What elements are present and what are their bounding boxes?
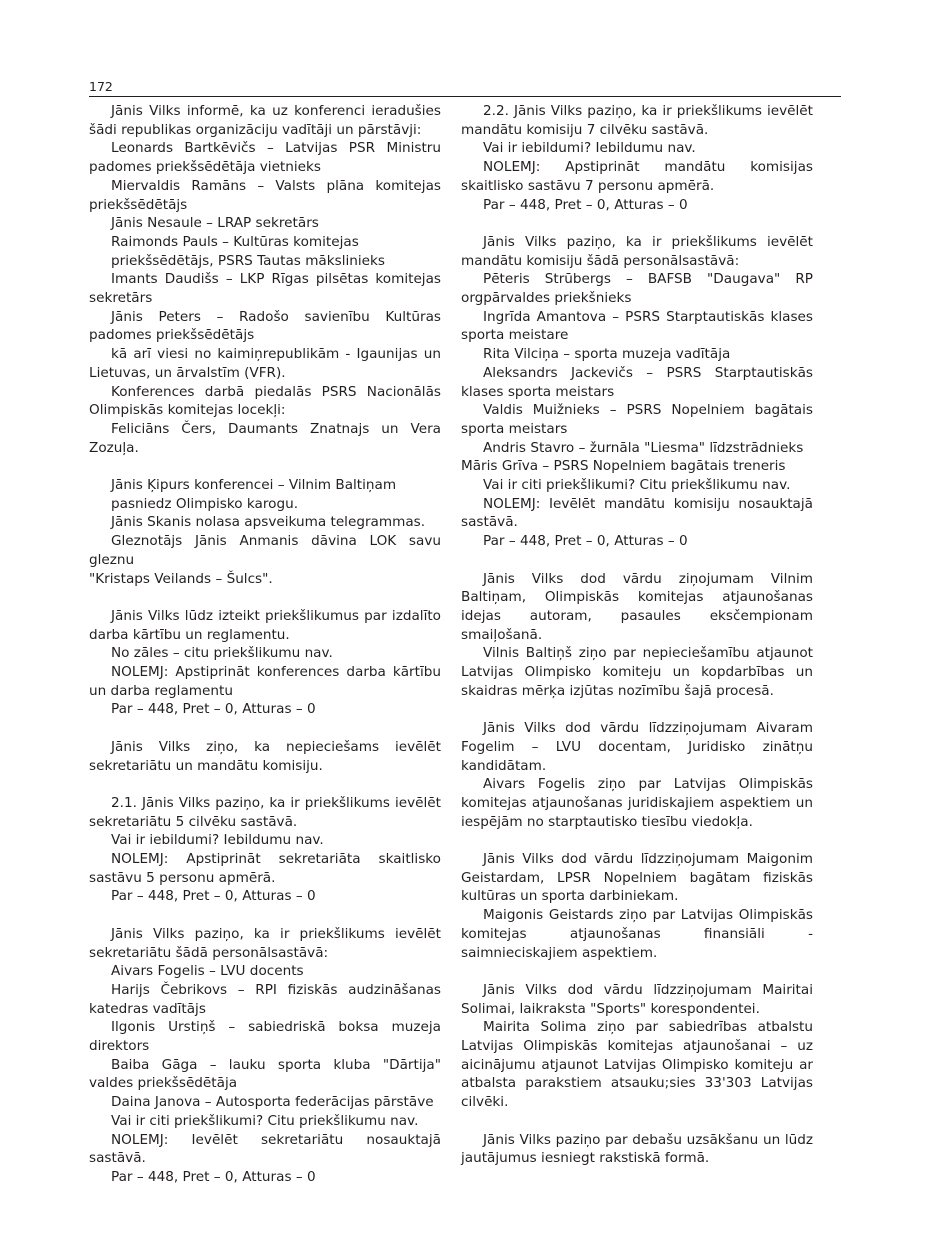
paragraph: Par – 448, Pret – 0, Atturas – 0 xyxy=(111,1169,316,1185)
paragraph: Vai ir iebildumi? Iebildumu nav. xyxy=(111,832,324,849)
paragraph: Ingrīda Amantova – PSRS Starptautiskās klases sporta meistare xyxy=(461,308,813,344)
paragraph: "Kristaps Veilands – Šulcs". xyxy=(89,570,273,587)
paragraph: Par – 448, Pret – 0, Atturas – 0 xyxy=(483,196,688,213)
paragraph: Par – 448, Pret – 0, Atturas – 0 xyxy=(483,533,688,550)
paragraph: Miervaldis Ramāns – Valsts plāna komitejas priekšsēdētājs xyxy=(89,177,441,213)
paragraph: Jānis Peters – Radošo savienību Kultūras padomes priekšsēdētājs xyxy=(89,308,441,344)
paragraph: Jānis Vilks paziņo par debašu uzsākšanu un lūdz jautājumus iesniegt rakstiskā formā. xyxy=(461,1131,813,1167)
paragraph: Vai ir citi priekšlikumi? Citu priekšlikumu nav. xyxy=(483,477,791,494)
paragraph: NOLEMJ: Apstiprināt sekretariāta skaitlisko sastāvu 5 personu apmērā. xyxy=(89,851,441,886)
paragraph: Par – 448, Pret – 0, Atturas – 0 xyxy=(111,888,316,905)
paragraph: 2.1. Jānis Vilks paziņo, ka ir priekšlikums ievēlēt sekretariātu 5 cilvēku sastāvā. xyxy=(89,794,441,830)
paragraph: Maigonis Geistards ziņo par Latvijas Olimpiskās komitejas atjaunošanas finansiāli - saimnieciskajiem aspektiem. xyxy=(461,907,813,961)
paragraph: Andris Stavro – žurnāla "Liesma" līdzstrādnieks xyxy=(483,439,804,456)
paragraph: Jānis Vilks dod vārdu līdzziņojumam Mairitai Solimai, laikraksta "Sports" korespondentei. xyxy=(461,981,813,1017)
header-rule xyxy=(89,96,841,97)
paragraph: Vilnis Baltiņš ziņo par nepieciešamību atjaunot Latvijas Olimpisko komiteju un kopdarbības un skaidras mērķa izjūtas nozīmību šajā procesā. xyxy=(461,645,813,699)
paragraph: Feliciāns Čers, Daumants Znatnajs un Vera Zozuļa. xyxy=(89,420,441,456)
paragraph: Harijs Čebrikovs – RPI fiziskās audzināšanas katedras vadītājs xyxy=(89,981,441,1017)
paragraph: Imants Daudišs – LKP Rīgas pilsētas komitejas sekretārs xyxy=(89,271,441,307)
paragraph: Aivars Fogelis – LVU docents xyxy=(111,963,304,980)
paragraph: Māris Grīva – PSRS Nopelniem bagātais treneris xyxy=(461,458,786,475)
paragraph: Ilgonis Urstiņš – sabiedriskā boksa muzeja direktors xyxy=(89,1019,441,1055)
paragraph: Jānis Skanis nolasa apsveikuma telegrammas. xyxy=(111,514,426,531)
paragraph: priekšsēdētājs, PSRS Tautas mākslinieks xyxy=(111,252,385,269)
paragraph: kā arī viesi no kaimiņrepublikām - Igaunijas un Lietuvas, un ārvalstīm (VFR). xyxy=(89,346,441,381)
paragraph: Jānis Vilks lūdz izteikt priekšlikumus par izdalīto darba kārtību un reglamentu. xyxy=(89,607,441,643)
paragraph: Jānis Vilks paziņo, ka ir priekšlikums ievēlēt sekretariātu šādā personālsastāvā: xyxy=(89,925,441,961)
paragraph: Raimonds Pauls – Kultūras komitejas xyxy=(111,233,359,250)
paragraph: Par – 448, Pret – 0, Atturas – 0 xyxy=(111,701,316,718)
paragraph: Daina Janova – Autosporta federācijas pārstāve xyxy=(111,1094,434,1111)
paragraph: Vai ir citi priekšlikumi? Citu priekšlikumu nav. xyxy=(111,1112,419,1129)
paragraph: Gleznotājs Jānis Anmanis dāvina LOK savu gleznu xyxy=(89,533,441,568)
paragraph: Pēteris Strūbergs – BAFSB "Daugava" RP orgpārvaldes priekšnieks xyxy=(461,271,813,307)
paragraph: No zāles – citu priekšlikumu nav. xyxy=(111,645,333,662)
paragraph: Jānis Nesaule – LRAP sekretārs xyxy=(111,215,319,232)
paragraph: NOLEMJ: Apstiprināt konferences darba kārtību un darba reglamentu xyxy=(89,664,441,699)
paragraph: NOLEMJ: Ievēlēt mandātu komisiju nosauktajā sastāvā. xyxy=(461,495,813,531)
right-column xyxy=(461,102,813,1168)
paragraph: Aivars Fogelis ziņo par Latvijas Olimpiskās komitejas atjaunošanas juridiskajiem aspektiem un iespējām no starptautisko tiesību viedokļa. xyxy=(461,776,813,830)
paragraph: Jānis Vilks dod vārdu līdzziņojumam Aivaram Fogelim – LVU docentam, Juridisko zinātņu kandidātam. xyxy=(461,720,813,774)
left-column xyxy=(89,102,441,1187)
paragraph: Jānis Vilks paziņo, ka ir priekšlikums ievēlēt mandātu komisiju šādā personālsastāvā: xyxy=(461,233,813,269)
paragraph: Rita Vilciņa – sporta muzeja vadītāja xyxy=(483,346,731,363)
paragraph: Vai ir iebildumi? Iebildumu nav. xyxy=(483,140,696,157)
paragraph: pasniedz Olimpisko karogu. xyxy=(111,495,299,512)
paragraph: Jānis Vilks dod vārdu līdzziņojumam Maigonim Geistardam, LPSR Nopelniem bagātam fiziskās kultūras un sporta darbiniekam. xyxy=(461,851,813,905)
paragraph: 2.2. Jānis Vilks paziņo, ka ir priekšlikums ievēlēt mandātu komisiju 7 cilvēku sastāvā. xyxy=(461,103,813,138)
paragraph: Mairita Solima ziņo par sabiedrības atbalstu Latvijas Olimpiskās komitejas atjaunošanai – uz aicinājumu atjaunot Latvijas Olimpisko komiteju ar atbalsta parakstiem atsauku;sies 33'303 Latvijas cilvēki. xyxy=(461,1019,813,1111)
paragraph: Jānis Vilks informē, ka uz konferenci ieradušies šādi republikas organizāciju vadītāji un pārstāvji: xyxy=(89,103,441,138)
paragraph: NOLEMJ: Apstiprināt mandātu komisijas skaitlisko sastāvu 7 personu apmērā. xyxy=(461,159,813,194)
paragraph: Jānis Ķipurs konferencei – Vilnim Baltiņam xyxy=(111,477,397,494)
page-number: 172 xyxy=(89,79,113,94)
paragraph: Baiba Gāga – lauku sporta kluba "Dārtija" valdes priekšsēdētāja xyxy=(89,1056,441,1092)
paragraph: Leonards Bartkēvičs – Latvijas PSR Ministru padomes priekšsēdētāja vietnieks xyxy=(89,140,441,176)
paragraph: Jānis Vilks ziņo, ka nepieciešams ievēlēt sekretariātu un mandātu komisiju. xyxy=(89,738,441,774)
paragraph: Aleksandrs Jackevičs – PSRS Starptautiskās klases sporta meistars xyxy=(461,364,813,400)
paragraph: Konferences darbā piedalās PSRS Nacionālās Olimpiskās komitejas locekļi: xyxy=(89,383,441,419)
paragraph: Jānis Vilks dod vārdu ziņojumam Vilnim Baltiņam, Olimpiskās komitejas atjaunošanas idejas autoram, pasaules eksčempionam smaiļošanā. xyxy=(461,570,813,643)
paragraph: Valdis Muižnieks – PSRS Nopelniem bagātais sporta meistars xyxy=(461,402,813,437)
paragraph: NOLEMJ: Ievēlēt sekretariātu nosauktajā sastāvā. xyxy=(89,1131,441,1167)
